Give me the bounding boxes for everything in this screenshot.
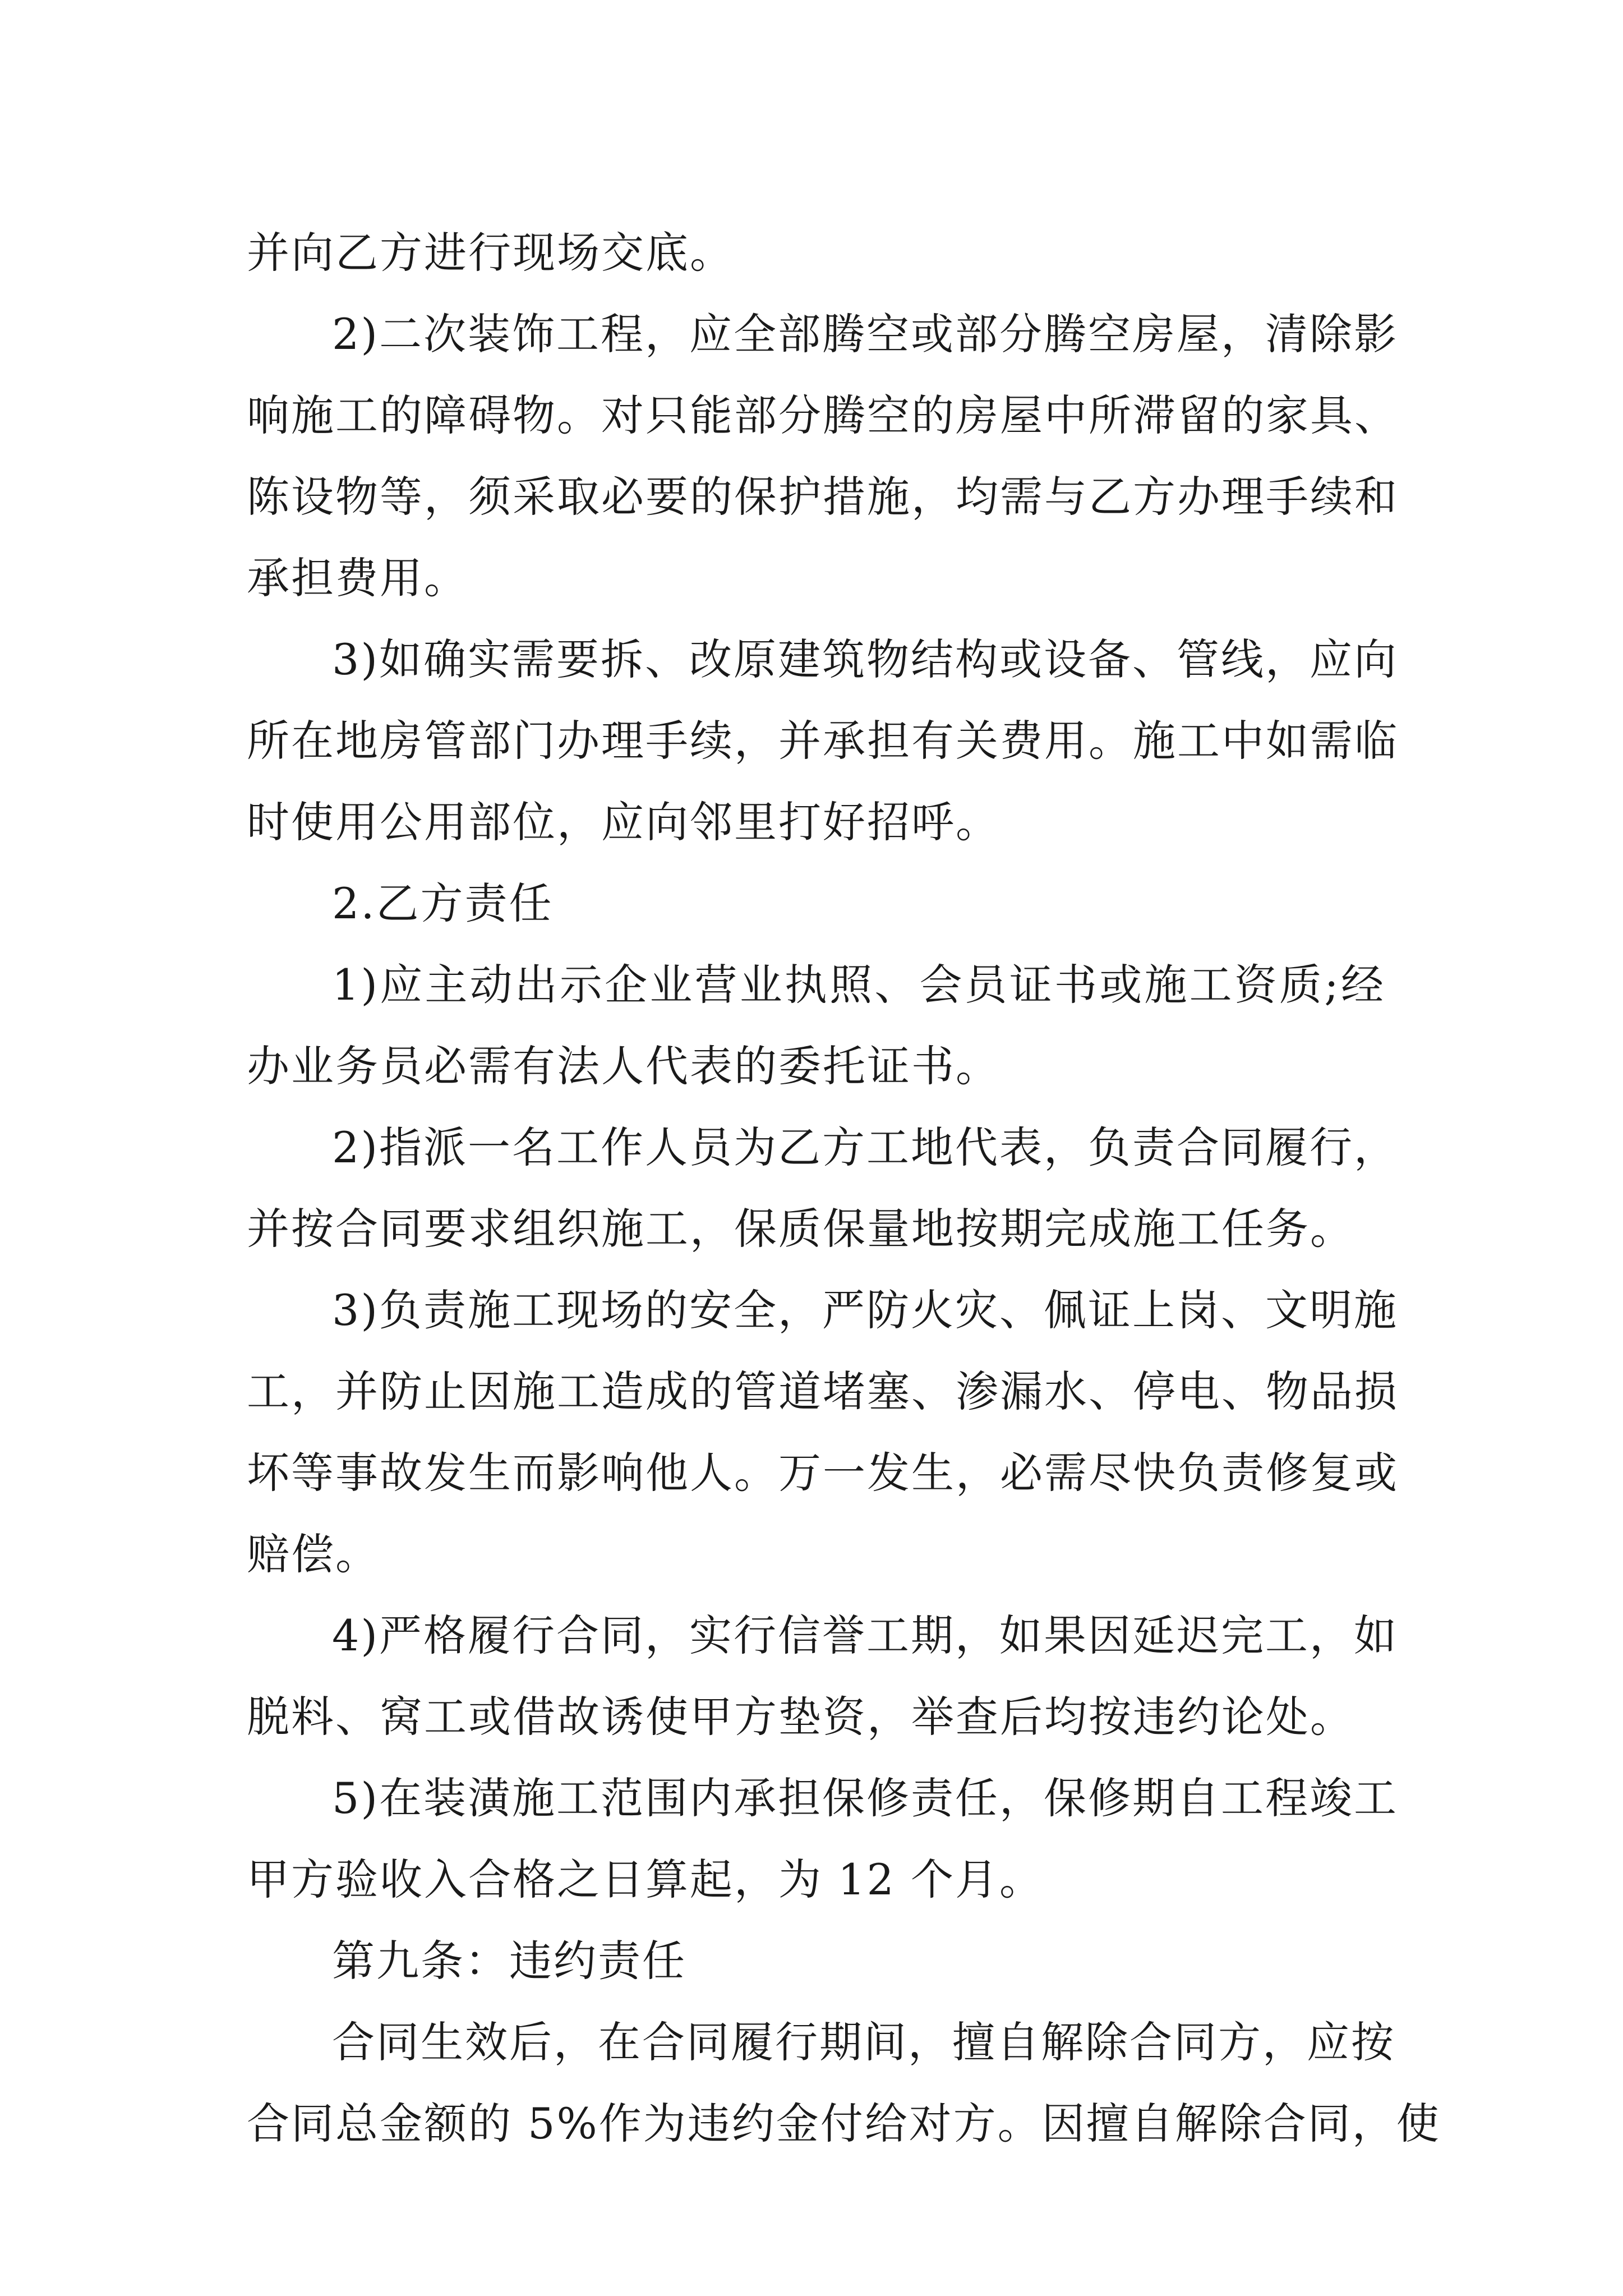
text-line: 响施工的障碍物。对只能部分腾空的房屋中所滞留的家具、 (247, 390, 1399, 440)
text-line: 4)严格履行合同，实行信誉工期，如果因延迟完工，如 (332, 1611, 1399, 1660)
text-line: 3)负责施工现场的安全，严防火灾、佩证上岗、文明施 (332, 1285, 1399, 1335)
text-line: 合同生效后，在合同履行期间，擅自解除合同方，应按 (332, 2017, 1395, 2067)
document-body (247, 212, 1441, 2164)
text-line: 办业务员必需有法人代表的委托证书。 (247, 1041, 1000, 1091)
section-heading: 2.乙方责任 (332, 878, 554, 928)
text-line: 5)在装潢施工范围内承担保修责任，保修期自工程竣工 (332, 1773, 1399, 1823)
text-line: 合同总金额的 5%作为违约金付给对方。因擅自解除合同，使 (247, 2099, 1441, 2148)
article-heading: 第九条：违约责任 (332, 1936, 686, 1986)
text-line: 并向乙方进行现场交底。 (247, 228, 734, 278)
text-line: 甲方验收入合格之日算起，为 12 个月。 (247, 1855, 1044, 1904)
text-line: 时使用公用部位，应向邻里打好招呼。 (247, 797, 1000, 847)
text-line: 工，并防止因施工造成的管道堵塞、渗漏水、停电、物品损 (247, 1366, 1399, 1416)
text-line: 所在地房管部门办理手续，并承担有关费用。施工中如需临 (247, 716, 1399, 766)
text-line: 承担费用。 (247, 553, 468, 603)
text-line: 脱料、窝工或借故诱使甲方垫资，举查后均按违约论处。 (247, 1692, 1354, 1742)
text-line: 2)二次装饰工程，应全部腾空或部分腾空房屋，清除影 (332, 309, 1399, 359)
text-line: 陈设物等，须采取必要的保护措施，均需与乙方办理手续和 (247, 472, 1399, 522)
text-line: 赔偿。 (247, 1529, 380, 1579)
text-line: 2)指派一名工作人员为乙方工地代表，负责合同履行， (332, 1122, 1399, 1172)
text-line: 坏等事故发生而影响他人。万一发生，必需尽快负责修复或 (247, 1448, 1399, 1498)
text-line: 并按合同要求组织施工，保质保量地按期完成施工任务。 (247, 1204, 1354, 1254)
text-line: 1)应主动出示企业营业执照、会员证书或施工资质;经 (332, 960, 1385, 1010)
text-line: 3)如确实需要拆、改原建筑物结构或设备、管线，应向 (332, 634, 1399, 684)
